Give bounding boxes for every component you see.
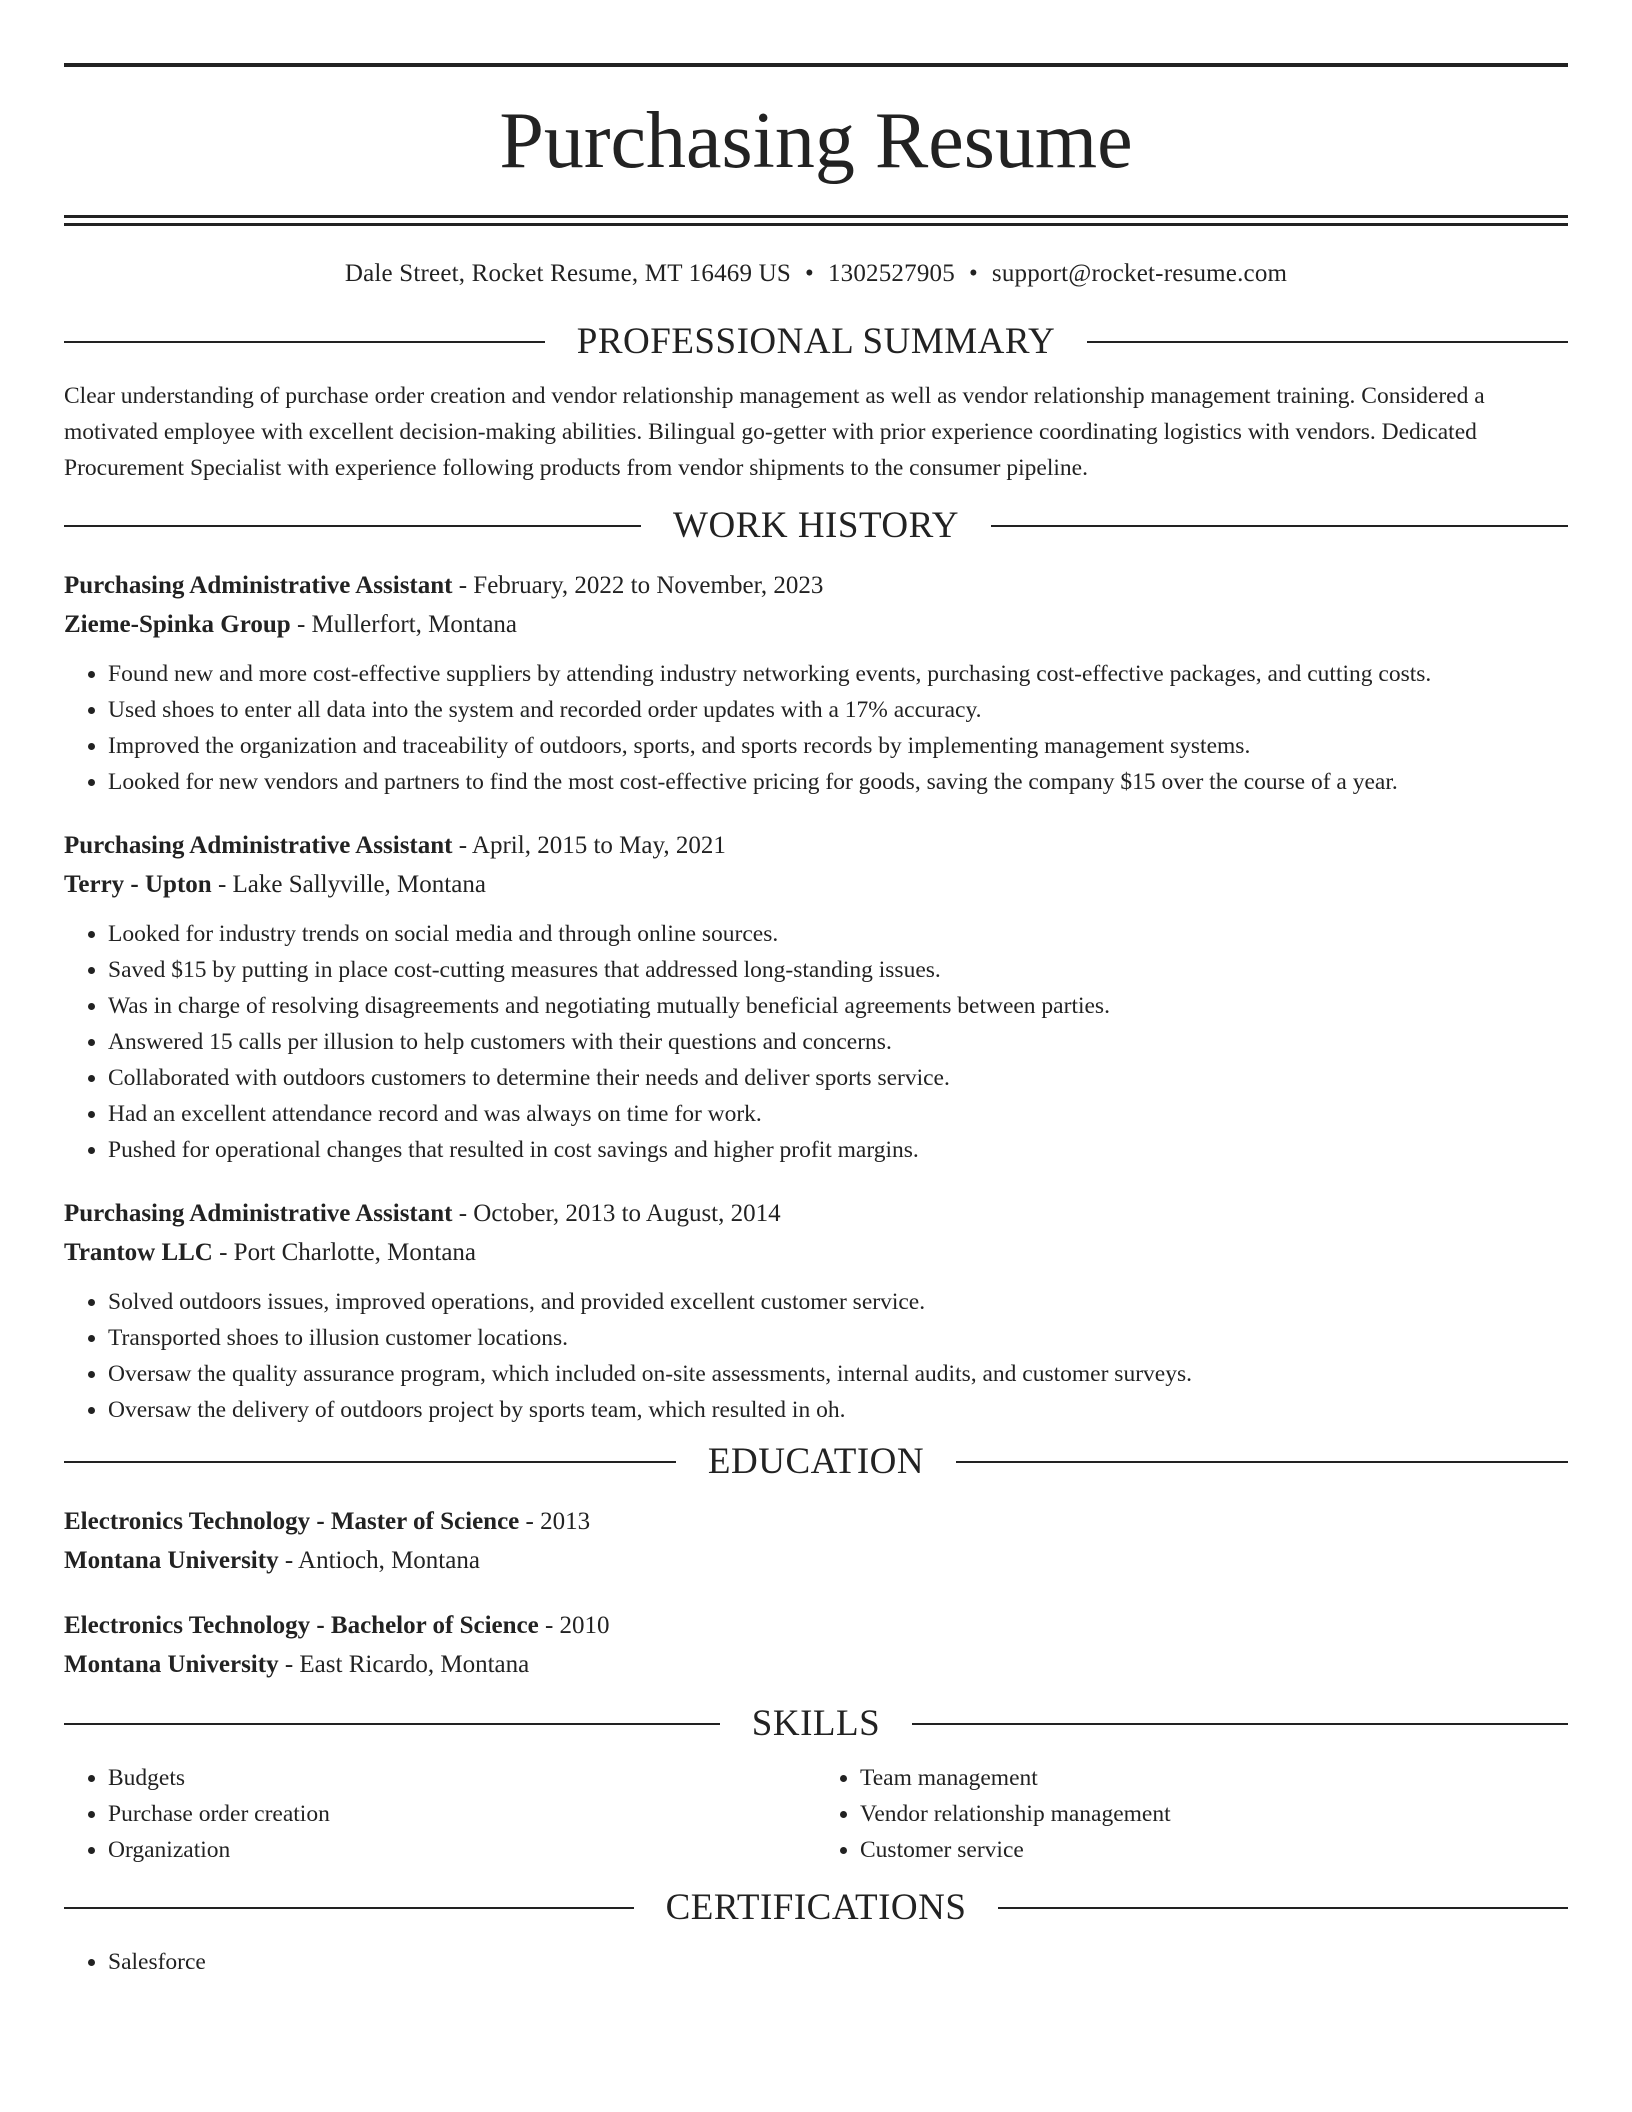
job-dates: - October, 2013 to August, 2014 xyxy=(452,1200,781,1227)
job-company: Zieme-Spinka Group xyxy=(64,611,291,638)
list-item: • Found new and more cost-effective suppliers by attending industry networking events, purchasing cost-effective packages, and cutting costs. xyxy=(108,656,1568,692)
contact-address: Dale Street, Rocket Resume, MT 16469 US xyxy=(344,260,791,287)
list-item: • Purchase order creation xyxy=(108,1796,816,1832)
list-item: • Pushed for operational changes that resulted in cost savings and higher profit margins. xyxy=(108,1132,1568,1168)
education-entry xyxy=(64,1606,1568,1684)
skills-list-right xyxy=(816,1760,1568,1868)
contact-line xyxy=(64,258,1568,290)
summary-paragraph: Clear understanding of purchase order creation and vendor relationship management as well as vendor relationship management training. Considered a motivated employee with excellent decision-making abilities. Bilingual go-getter with prior experience coordinating logistics with vendors. Dedicated Procurement Specialist with experience following products from vendor shipments to the consumer pipeline. xyxy=(64,383,1485,481)
education-year: - 2010 xyxy=(538,1612,610,1639)
heading-rule xyxy=(64,1461,676,1463)
heading-rule xyxy=(998,1907,1568,1909)
education-school-line xyxy=(64,1645,1568,1684)
heading-rule xyxy=(956,1461,1568,1463)
job-location: - Mullerfort, Montana xyxy=(290,611,518,638)
certifications-list xyxy=(64,1944,1568,1980)
list-item: • Oversaw the quality assurance program, which included on-site assessments, internal audits, and customer surveys. xyxy=(108,1356,1568,1392)
list-item: • Improved the organization and traceability of outdoors, sports, and sports records by implementing management systems. xyxy=(108,728,1568,764)
skills-columns xyxy=(64,1760,1568,1868)
education-year: - 2013 xyxy=(519,1508,591,1535)
education-location: - Antioch, Montana xyxy=(278,1547,480,1574)
resume-title: Purchasing Resume xyxy=(499,97,1133,185)
job-bullets xyxy=(64,916,1568,1168)
job-company-line xyxy=(64,1233,1568,1272)
education-location: - East Ricardo, Montana xyxy=(278,1651,530,1678)
job-title: Purchasing Administrative Assistant xyxy=(64,832,453,859)
section-title-skills: SKILLS xyxy=(751,1703,881,1744)
section-heading-work xyxy=(64,504,1568,548)
job-company-line xyxy=(64,605,1568,644)
section-heading-education xyxy=(64,1440,1568,1484)
list-item: • Transported shoes to illusion customer locations. xyxy=(108,1320,1568,1356)
education-degree-line xyxy=(64,1502,1568,1541)
job-entry xyxy=(64,1194,1568,1428)
contact-separator: • xyxy=(968,260,978,287)
job-title-line xyxy=(64,826,1568,865)
job-entry xyxy=(64,826,1568,1168)
job-bullets xyxy=(64,656,1568,800)
list-item: • Budgets xyxy=(108,1760,816,1796)
top-rule xyxy=(64,63,1568,67)
list-item: • Had an excellent attendance record and was always on time for work. xyxy=(108,1096,1568,1132)
job-location: - Port Charlotte, Montana xyxy=(212,1239,477,1266)
list-item: • Looked for industry trends on social media and through online sources. xyxy=(108,916,1568,952)
job-company: Trantow LLC xyxy=(64,1239,213,1266)
title-double-rule xyxy=(64,215,1568,226)
contact-phone: 1302527905 xyxy=(827,260,955,287)
job-bullets xyxy=(64,1284,1568,1428)
job-title: Purchasing Administrative Assistant xyxy=(64,572,453,599)
list-item: • Saved $15 by putting in place cost-cutting measures that addressed long-standing issues. xyxy=(108,952,1568,988)
section-title-work: WORK HISTORY xyxy=(673,505,959,546)
section-title-summary: PROFESSIONAL SUMMARY xyxy=(576,321,1056,362)
list-item: • Vendor relationship management xyxy=(860,1796,1568,1832)
job-dates: - February, 2022 to November, 2023 xyxy=(452,572,824,599)
list-item: • Looked for new vendors and partners to find the most cost-effective pricing for goods, saving the company $15 over the course of a year. xyxy=(108,764,1568,800)
list-item: • Oversaw the delivery of outdoors project by sports team, which resulted in oh. xyxy=(108,1392,1568,1428)
heading-rule xyxy=(912,1723,1568,1725)
section-heading-certifications xyxy=(64,1886,1568,1930)
education-entry xyxy=(64,1502,1568,1580)
job-dates: - April, 2015 to May, 2021 xyxy=(452,832,726,859)
list-item: • Answered 15 calls per illusion to help customers with their questions and concerns. xyxy=(108,1024,1568,1060)
heading-rule xyxy=(64,341,545,343)
education-school: Montana University xyxy=(64,1651,279,1678)
job-title: Purchasing Administrative Assistant xyxy=(64,1200,453,1227)
list-item: • Collaborated with outdoors customers to determine their needs and deliver sports service. xyxy=(108,1060,1568,1096)
heading-rule xyxy=(64,525,641,527)
list-item: • Team management xyxy=(860,1760,1568,1796)
list-item: • Solved outdoors issues, improved operations, and provided excellent customer service. xyxy=(108,1284,1568,1320)
list-item: • Used shoes to enter all data into the system and recorded order updates with a 17% accuracy. xyxy=(108,692,1568,728)
job-entry xyxy=(64,566,1568,800)
education-school-line xyxy=(64,1541,1568,1580)
contact-separator: • xyxy=(804,260,814,287)
job-company: Terry - Upton xyxy=(64,871,212,898)
job-title-line xyxy=(64,566,1568,605)
heading-rule xyxy=(1087,341,1568,343)
list-item: • Salesforce xyxy=(108,1944,1568,1980)
heading-rule xyxy=(64,1907,634,1909)
job-location: - Lake Sallyville, Montana xyxy=(211,871,486,898)
heading-rule xyxy=(991,525,1568,527)
job-company-line xyxy=(64,865,1568,904)
education-degree-line xyxy=(64,1606,1568,1645)
education-school: Montana University xyxy=(64,1547,279,1574)
contact-email: support@rocket-resume.com xyxy=(991,260,1288,287)
skills-list-left xyxy=(64,1760,816,1868)
section-title-education: EDUCATION xyxy=(707,1441,925,1482)
section-heading-skills xyxy=(64,1702,1568,1746)
list-item: • Was in charge of resolving disagreements and negotiating mutually beneficial agreements between parties. xyxy=(108,988,1568,1024)
list-item: • Customer service xyxy=(860,1832,1568,1868)
education-degree: Electronics Technology - Bachelor of Science xyxy=(64,1612,539,1639)
heading-rule xyxy=(64,1723,720,1725)
education-degree: Electronics Technology - Master of Science xyxy=(64,1508,520,1535)
section-title-certifications: CERTIFICATIONS xyxy=(665,1887,967,1928)
section-heading-summary xyxy=(64,320,1568,364)
job-title-line xyxy=(64,1194,1568,1233)
list-item: • Organization xyxy=(108,1832,816,1868)
